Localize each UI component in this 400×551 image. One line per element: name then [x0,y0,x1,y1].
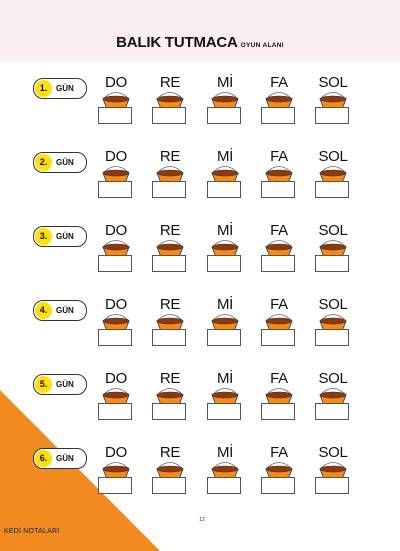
note-name: DO [105,370,127,387]
note-cell [94,148,138,218]
note-cell [148,74,192,144]
note-cell [257,148,301,218]
day-row [0,444,400,514]
note-name: Mİ [216,222,234,239]
answer-box[interactable] [261,255,295,272]
note-cell [94,222,138,292]
page-number: 12 [199,517,205,523]
answer-box[interactable] [315,255,349,272]
footer-book-title: KEDİ NOTALARI [4,528,60,535]
answer-box[interactable] [315,181,349,198]
answer-box[interactable] [315,107,349,124]
note-name: SOL [318,148,348,165]
note-cell [203,148,247,218]
note-cell [257,222,301,292]
answer-box[interactable] [261,329,295,346]
answer-box[interactable] [152,477,186,494]
note-name: SOL [318,74,348,91]
answer-box[interactable] [98,107,132,124]
day-label: GÜN [56,232,74,241]
note-name: RE [159,222,181,239]
answer-box[interactable] [207,107,241,124]
day-badge [33,226,87,247]
note-name: Mİ [216,370,234,387]
note-name: SOL [318,296,348,313]
note-name: Mİ [216,148,234,165]
note-cell [203,296,247,366]
note-cell [148,148,192,218]
day-label: GÜN [56,454,74,463]
answer-box[interactable] [98,181,132,198]
note-cell [311,444,355,514]
answer-box[interactable] [152,329,186,346]
note-cell [257,370,301,440]
note-name: RE [159,370,181,387]
answer-box[interactable] [315,477,349,494]
note-cell [148,370,192,440]
answer-box[interactable] [152,181,186,198]
note-name: Mİ [216,296,234,313]
day-number: 3. [35,228,52,245]
answer-box[interactable] [152,403,186,420]
note-name: RE [159,444,181,461]
day-number: 4. [35,302,52,319]
note-cell [203,370,247,440]
note-cell [148,444,192,514]
day-number: 1. [35,80,52,97]
note-name: FA [270,370,288,387]
answer-box[interactable] [98,403,132,420]
header-band [0,0,400,62]
answer-box[interactable] [207,255,241,272]
note-cell [148,296,192,366]
answer-box[interactable] [207,477,241,494]
note-cell [311,222,355,292]
day-row [0,74,400,144]
day-badge [33,152,87,173]
day-label: GÜN [56,84,74,93]
day-number: 2. [35,154,52,171]
note-cell [311,74,355,144]
note-name: Mİ [216,74,234,91]
note-cell [257,296,301,366]
answer-box[interactable] [261,477,295,494]
day-badge [33,78,87,99]
note-cell [94,296,138,366]
note-name: DO [105,148,127,165]
answer-box[interactable] [207,181,241,198]
answer-box[interactable] [152,255,186,272]
note-cell [94,444,138,514]
note-name: DO [105,222,127,239]
note-cell [203,444,247,514]
note-name: FA [270,74,288,91]
note-cell [311,148,355,218]
note-cell [311,370,355,440]
answer-box[interactable] [98,329,132,346]
note-name: SOL [318,222,348,239]
title-subtitle: OYUN ALANI [240,42,284,49]
day-row [0,370,400,440]
title-main: BALIK TUTMACA [116,34,238,51]
note-name: FA [270,444,288,461]
note-name: FA [270,148,288,165]
note-name: DO [105,296,127,313]
note-name: DO [105,74,127,91]
note-cell [257,444,301,514]
answer-box[interactable] [207,403,241,420]
page-title [0,34,400,52]
answer-box[interactable] [98,255,132,272]
note-name: RE [159,148,181,165]
answer-box[interactable] [315,329,349,346]
day-label: GÜN [56,306,74,315]
note-name: SOL [318,370,348,387]
note-cell [203,222,247,292]
note-cell [148,222,192,292]
day-badge [33,448,87,469]
note-cell [94,370,138,440]
day-label: GÜN [56,158,74,167]
note-name: FA [270,296,288,313]
note-cell [203,74,247,144]
day-label: GÜN [56,380,74,389]
day-badge [33,374,87,395]
answer-box[interactable] [261,181,295,198]
note-name: Mİ [216,444,234,461]
day-row [0,222,400,292]
note-cell [311,296,355,366]
note-name: RE [159,74,181,91]
day-number: 5. [35,376,52,393]
note-name: RE [159,296,181,313]
answer-box[interactable] [207,329,241,346]
note-name: FA [270,222,288,239]
day-number: 6. [35,450,52,467]
note-name: SOL [318,444,348,461]
answer-box[interactable] [98,477,132,494]
note-name: DO [105,444,127,461]
answer-box[interactable] [315,403,349,420]
day-badge [33,300,87,321]
answer-box[interactable] [152,107,186,124]
note-cell [257,74,301,144]
day-row [0,296,400,366]
answer-box[interactable] [261,107,295,124]
answer-box[interactable] [261,403,295,420]
note-cell [94,74,138,144]
day-row [0,148,400,218]
